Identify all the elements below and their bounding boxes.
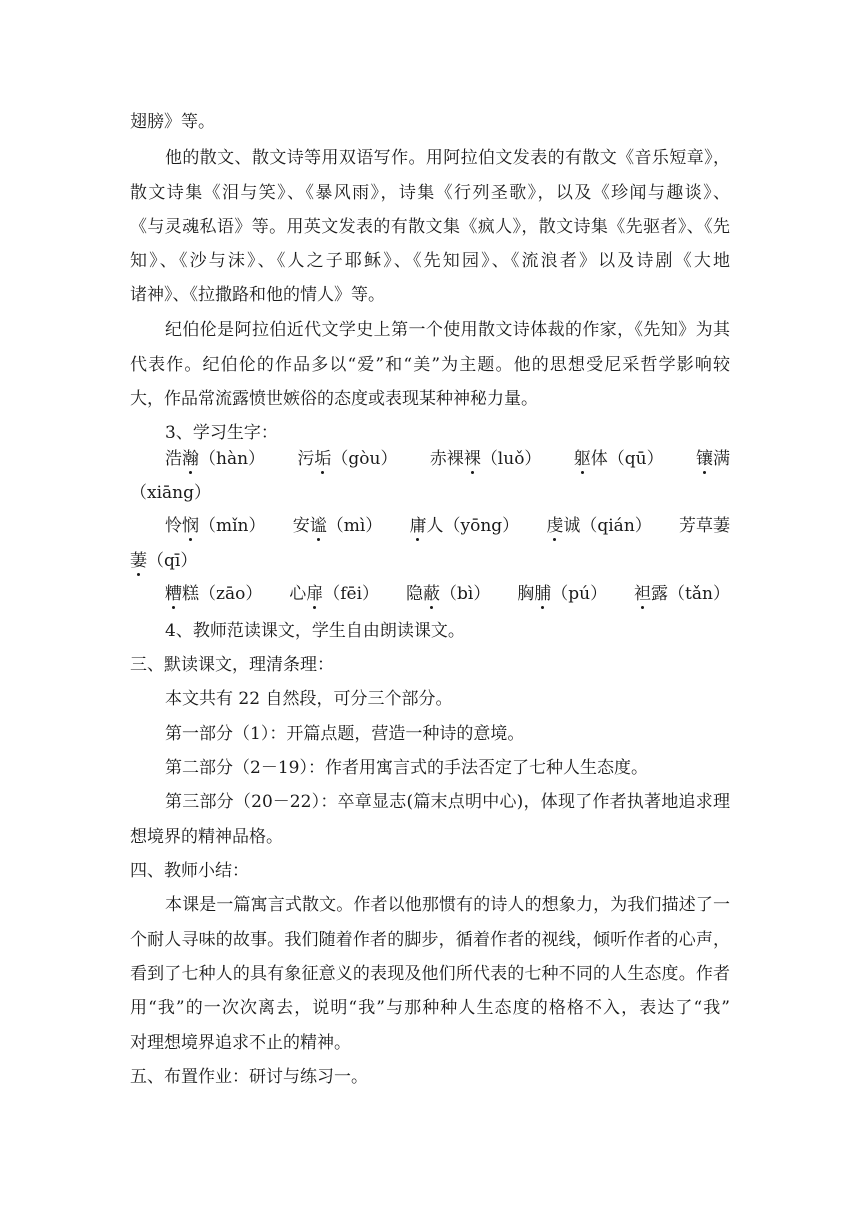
paragraph-line: 大，作品常流露愤世嫉俗的态度或表现某种神秘力量。 [130,389,538,409]
vocab-item: 污垢（gòu） [297,449,398,469]
step-heading: 4、教师范读课文，学生自由朗读课文。 [165,621,465,641]
vocab-item: 虔诚（qián） [546,516,652,536]
vocab-item: 袒露（tǎn） [634,584,730,604]
paragraph-line: 对理想境界追求不止的精神。 [130,1033,351,1053]
vocab-item: 心扉（fēi） [289,584,380,604]
vocab-item: 镶满 [695,449,730,469]
paragraph-line: 用“我”的一次次离去，说明“我”与那种种人生态度的格格不入，表达了“我” [130,998,730,1018]
paragraph-line: 看到了七种人的具有象征意义的表现及他们所代表的七种不同的人生态度。作者 [130,964,730,984]
paragraph-line: 知》、《沙与沫》、《人之子耶稣》、《先知园》、《流浪者》以及诗剧《大地 [130,251,730,271]
paragraph-line: 第三部分（20－22）：卒章显志(篇末点明中心)，体现了作者执著地追求理 [165,792,730,812]
paragraph-continuation: 翅膀》等。 [130,112,215,132]
vocab-wrap: （xiāng） [130,483,211,503]
vocab-item: 赤裸裸（luǒ） [429,449,542,469]
vocab-row [165,584,730,604]
paragraph-line: 代表作。纪伯伦的作品多以“爱”和“美”为主题。他的思想受尼采哲学影响较 [130,355,730,375]
paragraph-line: 本课是一篇寓言式散文。作者以他那惯有的诗人的想象力，为我们描述了一 [165,895,730,915]
vocab-item: 躯体（qū） [573,449,664,469]
section-heading: 四、教师小结： [130,861,249,881]
paragraph-line: 本文共有 22 自然段，可分三个部分。 [165,689,453,709]
step-heading: 3、学习生字： [165,423,278,443]
vocab-item: 安谧（mì） [292,516,383,536]
paragraph-line: 《与灵魂私语》等。用英文发表的有散文集《疯人》，散文诗集《先驱者》、《先 [130,217,730,237]
vocab-row [165,516,730,536]
paragraph-line: 第一部分（1）：开篇点题，营造一种诗的意境。 [165,724,525,744]
paragraph-line: 他的散文、散文诗等用双语写作。用阿拉伯文发表的有散文《音乐短章》， [165,148,730,168]
paragraph-line: 纪伯伦是阿拉伯近代文学史上第一个使用散文诗体裁的作家，《先知》为其 [165,320,730,340]
vocab-item: 怜悯（mǐn） [165,516,266,536]
section-heading: 三、默读课文，理清条理： [130,655,334,675]
paragraph-line: 散文诗集《泪与笑》、《暴风雨》，诗集《行列圣歌》，以及《珍闻与趣谈》、 [130,183,730,203]
paragraph-line: 个耐人寻味的故事。我们随着作者的脚步，循着作者的视线，倾听作者的心声， [130,930,730,950]
vocab-wrap: 萋（qī） [130,551,198,571]
vocab-item: 庸人（yōng） [409,516,520,536]
vocab-item: 糟糕（zāo） [165,584,263,604]
paragraph-line: 第二部分（2－19）：作者用寓言式的手法否定了七种人生态度。 [165,758,648,778]
vocab-item: 芳草萋 [678,516,730,536]
vocab-item: 浩瀚（hàn） [165,449,266,469]
paragraph-line: 想境界的精神品格。 [130,827,283,847]
vocab-row [165,449,730,469]
section-heading: 五、布置作业：研讨与练习一。 [130,1067,368,1087]
vocab-item: 隐蔽（bì） [406,584,491,604]
vocab-item: 胸脯（pú） [517,584,608,604]
paragraph-line: 诸神》、《拉撒路和他的情人》等。 [130,285,385,305]
